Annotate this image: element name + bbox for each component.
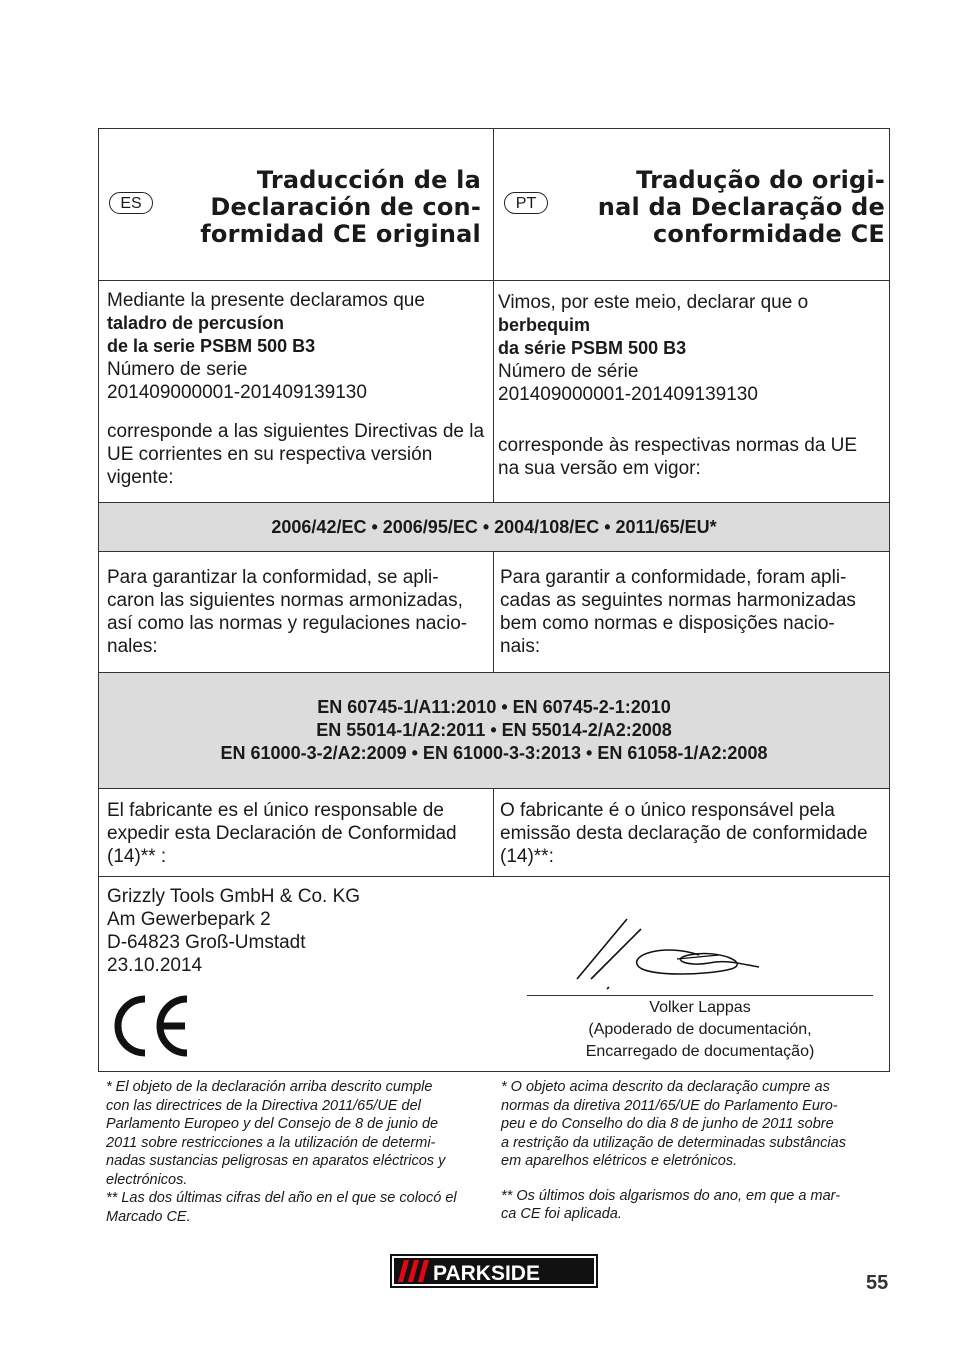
- es-directives-text: corresponde a las siguientes Directivas de la UE corrientes en su respectiva versión vigente:: [107, 421, 485, 488]
- es-responsibility: El fabricante es el único responsable de expedir esta Declaración de Conformidad (14)** :: [99, 789, 494, 876]
- responsibility-row: [99, 789, 889, 877]
- directives-list: 2006/42/EC • 2006/95/EC • 2004/108/EC • 2011/65/EU*: [271, 516, 717, 537]
- address-row: [99, 877, 889, 1071]
- es-norms-line: así como las normas y regulaciones nacio-: [107, 613, 468, 634]
- signature-icon: [569, 915, 799, 995]
- es-norms-line: caron las siguientes normas armonizadas,: [107, 590, 463, 611]
- manufacturer-name: Grizzly Tools GmbH & Co. KG: [107, 886, 361, 907]
- es-language-badge: ES: [109, 192, 153, 214]
- pt-footnote-line: em aparelhos elétricos e eletrónicos.: [501, 1153, 738, 1169]
- parkside-logo-icon: [390, 1254, 598, 1288]
- es-header: [99, 129, 494, 280]
- pt-title-line: conformidade CE: [653, 220, 885, 248]
- declaration-date: 23.10.2014: [107, 955, 203, 976]
- manufacturer-street: Am Gewerbepark 2: [107, 909, 271, 930]
- signature-line: [527, 995, 873, 996]
- pt-norms-line: bem como normas e disposições nacio-: [500, 613, 835, 634]
- signatory-role-es: (Apoderado de documentación,: [588, 1021, 812, 1038]
- pt-serial-label: Número de série: [498, 361, 639, 382]
- pt-norms-cell: [494, 552, 889, 672]
- pt-product-series: da série PSBM 500 B3: [498, 338, 687, 358]
- header-row: [99, 129, 889, 281]
- es-title-line: formidad CE original: [200, 220, 481, 248]
- es-norms-line: nales:: [107, 636, 158, 657]
- es-footnote2-line: Marcado CE.: [106, 1208, 191, 1225]
- pt-footnote2-line: ca CE foi aplicada.: [501, 1206, 622, 1222]
- es-footnote-line: electrónicos.: [106, 1171, 188, 1188]
- pt-footnote2-line: ** Os últimos dois algarismos do ano, em que a mar-: [501, 1187, 841, 1204]
- signatory-name: Volker Lappas: [649, 999, 751, 1016]
- pt-responsibility: O fabricante é o único responsável pela emissão desta declaração de conformidade (14)**:: [500, 800, 868, 867]
- pt-footnotes: [501, 1078, 881, 1224]
- pt-intro: Vimos, por este meio, declarar que o: [498, 292, 809, 313]
- pt-footnote-line: * O objeto acima descrito da declaração cumpre as: [501, 1079, 830, 1095]
- es-product-name: taladro de percusíon: [107, 313, 285, 333]
- brand-name: PARKSIDE: [433, 1262, 540, 1285]
- signatory-block: [527, 997, 873, 1063]
- pt-product-name: berbequim: [498, 315, 591, 335]
- es-footnote2-line: ** Las dos últimas cifras del año en el que se colocó el: [106, 1190, 457, 1206]
- directives-row: [99, 503, 889, 552]
- es-intro: Mediante la presente declaramos que: [107, 290, 425, 311]
- norms-row: [99, 673, 889, 789]
- es-product-series: de la serie PSBM 500 B3: [107, 336, 316, 356]
- pt-header: [494, 129, 889, 280]
- pt-footnote-line: normas da diretiva 2011/65/UE do Parlamento Euro-: [501, 1097, 838, 1114]
- pt-norms-line: nais:: [500, 636, 541, 657]
- norms-line: EN 60745-1/A11:2010 • EN 60745-2-1:2010: [317, 697, 671, 717]
- es-norms-cell: [99, 552, 494, 672]
- es-footnote-line: con las directrices de la Directiva 2011/65/UE del: [106, 1097, 421, 1114]
- pt-title-line: nal da Declaração de: [597, 193, 885, 221]
- pt-footnote-line: a restrição da utilização de determinadas substâncias: [501, 1134, 846, 1151]
- product-row: [99, 281, 889, 503]
- norms-text-row: [99, 552, 889, 673]
- signatory-role-pt: Encarregado de documentação): [585, 1043, 815, 1060]
- manufacturer-city: D-64823 Groß-Umstadt: [107, 932, 306, 953]
- es-footnotes: [106, 1078, 496, 1226]
- es-footnote-line: 2011 sobre restricciones a la utilización de determi-: [106, 1134, 436, 1151]
- es-footnote-line: nadas sustancias peligrosas en aparatos eléctricos y: [106, 1153, 446, 1169]
- pt-norms-line: cadas as seguintes normas harmonizadas: [500, 590, 856, 611]
- ce-mark-icon: [109, 995, 191, 1057]
- es-serial-label: Número de serie: [107, 359, 248, 380]
- es-norms-line: Para garantizar la conformidad, se apli-: [107, 567, 439, 588]
- declaration-table: [98, 128, 890, 1072]
- pt-product-cell: [494, 281, 889, 502]
- es-title-line: Traducción de la: [256, 166, 481, 194]
- norms-line: EN 61000-3-2/A2:2009 • EN 61000-3-3:2013 • EN 61058-1/A2:2008: [220, 743, 768, 763]
- pt-directives-text: corresponde às respectivas normas da UE na sua versão em vigor:: [498, 435, 858, 479]
- norms-line: EN 55014-1/A2:2011 • EN 55014-2/A2:2008: [316, 720, 672, 740]
- pt-footnote-line: peu e do Conselho do dia 8 de junho de 2011 sobre: [501, 1116, 834, 1132]
- pt-language-badge: PT: [504, 192, 548, 214]
- es-title-line: Declaración de con-: [210, 193, 481, 221]
- es-title: [200, 167, 481, 248]
- page-number: 55: [866, 1272, 889, 1294]
- pt-norms-line: Para garantir a conformidade, foram apli-: [500, 567, 847, 588]
- es-footnote-line: Parlamento Europeo y del Consejo de 8 de junio de: [106, 1116, 439, 1132]
- pt-serial-range: 201409000001-201409139130: [498, 384, 758, 405]
- es-footnote-line: * El objeto de la declaración arriba descrito cumple: [106, 1079, 433, 1095]
- manufacturer-address: [107, 885, 360, 977]
- es-product-cell: [99, 281, 494, 502]
- pt-title: [598, 167, 885, 248]
- pt-title-line: Tradução do origi-: [636, 166, 885, 194]
- es-serial-range: 201409000001-201409139130: [107, 382, 367, 403]
